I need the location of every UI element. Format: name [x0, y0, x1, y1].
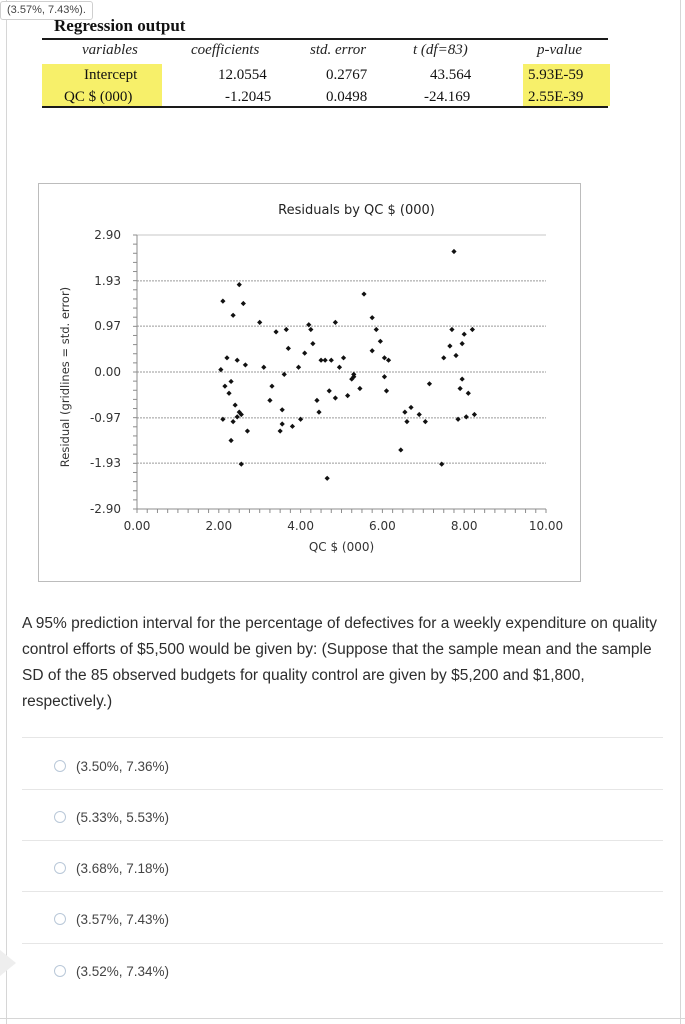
data-point — [423, 419, 428, 424]
data-point — [273, 329, 278, 334]
data-point — [228, 438, 233, 443]
y-tick-label: -2.90 — [89, 502, 121, 516]
data-point — [314, 398, 319, 403]
data-point — [286, 346, 291, 351]
chart-title: Residuals by QC $ (000) — [278, 203, 435, 218]
data-point — [235, 414, 240, 419]
data-point — [337, 365, 342, 370]
residual-plot-svg — [39, 184, 580, 581]
data-point — [226, 391, 231, 396]
option-label: (5.33%, 5.53%) — [76, 809, 170, 825]
row-intercept-coefficient: 12.0554 — [218, 67, 267, 83]
answer-option-1[interactable] — [54, 757, 169, 775]
data-point — [382, 355, 387, 360]
data-point — [460, 341, 465, 346]
answer-option-3[interactable] — [54, 859, 169, 877]
option-label: (3.50%, 7.36%) — [76, 758, 170, 774]
data-point — [370, 315, 375, 320]
data-point — [441, 355, 446, 360]
data-point — [333, 395, 338, 400]
x-tick-label: 2.00 — [205, 519, 233, 533]
data-point — [327, 388, 332, 393]
y-axis-label: Residual (gridlines = std. error) — [58, 286, 72, 468]
data-point — [231, 419, 236, 424]
x-tick-label: 4.00 — [287, 519, 314, 533]
x-tick-label: 6.00 — [369, 519, 396, 533]
data-point — [280, 421, 285, 426]
row-qc-p-value: 2.55E-39 — [528, 89, 584, 105]
data-point — [462, 332, 467, 337]
data-point — [439, 462, 444, 467]
row-qc-coefficient: -1.2045 — [225, 89, 272, 105]
option-label: (3.52%, 7.34%) — [76, 963, 170, 979]
data-point — [472, 412, 477, 417]
x-tick-label: 10.00 — [528, 519, 564, 533]
data-point — [417, 412, 422, 417]
row-qc-variable: QC $ (000) — [64, 89, 133, 105]
data-point — [231, 313, 236, 318]
row-intercept-t: 43.564 — [430, 67, 472, 83]
data-point — [361, 291, 366, 296]
row-qc-std-error: 0.0498 — [326, 89, 368, 105]
option-separator — [22, 891, 663, 892]
data-point — [329, 358, 334, 363]
y-tick-label: -0.97 — [89, 410, 121, 425]
data-point — [267, 398, 272, 403]
data-point — [278, 428, 283, 433]
header-t-statistic: t (df=83) — [413, 42, 468, 58]
data-point — [218, 367, 223, 372]
data-point — [382, 374, 387, 379]
data-point — [404, 419, 409, 424]
data-point — [470, 327, 475, 332]
left-frame-border — [0, 0, 7, 1024]
y-tick-label: 2.90 — [94, 228, 121, 242]
data-point — [466, 391, 471, 396]
option-separator — [22, 943, 663, 944]
data-point — [241, 301, 246, 306]
data-point — [453, 353, 458, 358]
y-tick-label: 0.97 — [94, 319, 121, 334]
y-tick-label: 0.00 — [94, 365, 121, 379]
data-point — [239, 462, 244, 467]
right-frame-border — [680, 0, 685, 1024]
x-tick-label: 8.00 — [450, 519, 478, 533]
data-point — [402, 410, 407, 415]
data-point — [296, 365, 301, 370]
data-point — [237, 282, 242, 287]
data-point — [302, 351, 307, 356]
radio-button[interactable] — [54, 965, 66, 977]
table-top-rule — [42, 38, 608, 40]
x-axis-label: QC $ (000) — [308, 540, 375, 554]
header-coefficients: coefficients — [191, 42, 260, 58]
answer-option-5[interactable] — [54, 962, 169, 980]
data-point — [310, 341, 315, 346]
question-text: A 95% prediction interval for the percentage of defectives for a weekly expenditure on quality control efforts of $5,500 would be given by: (Suppose that the sample mean and the sample SD of the 85 observed budgets for quality control are given by $5,200 and $1,800, respectively.) — [22, 615, 658, 710]
data-point — [224, 355, 229, 360]
y-tick-label: 1.93 — [94, 273, 121, 288]
data-point — [318, 358, 323, 363]
data-point — [284, 327, 289, 332]
radio-button[interactable] — [54, 862, 66, 874]
residual-plot — [38, 183, 581, 582]
data-point — [222, 384, 227, 389]
option-label: (3.57%, 7.43%) — [76, 911, 170, 927]
x-tick-label: 0.00 — [123, 519, 151, 533]
data-point — [316, 410, 321, 415]
data-point — [290, 424, 295, 429]
data-point — [233, 402, 238, 407]
regression-title: Regression output — [54, 16, 186, 35]
previous-answer-chip: (3.57%, 7.43%). — [0, 1, 93, 20]
bottom-frame-border — [0, 1018, 685, 1019]
data-point — [345, 393, 350, 398]
data-point — [228, 379, 233, 384]
data-point — [451, 249, 456, 254]
data-point — [325, 476, 330, 481]
header-std-error: std. error — [310, 42, 367, 58]
row-intercept-p-value: 5.93E-59 — [528, 67, 584, 83]
option-separator — [22, 840, 663, 841]
option-label: (3.68%, 7.18%) — [76, 860, 170, 876]
data-point — [333, 320, 338, 325]
radio-button[interactable] — [54, 811, 66, 823]
option-separator — [22, 737, 663, 738]
data-point — [447, 343, 452, 348]
table-bottom-rule — [42, 106, 608, 108]
data-point — [374, 327, 379, 332]
data-point — [408, 405, 413, 410]
row-intercept-std-error: 0.2767 — [326, 67, 368, 83]
data-point — [308, 327, 313, 332]
data-point — [269, 384, 274, 389]
data-point — [261, 365, 266, 370]
data-point — [384, 388, 389, 393]
side-collapse-tab[interactable] — [0, 950, 16, 976]
radio-button[interactable] — [54, 760, 66, 772]
answer-option-2[interactable] — [54, 808, 169, 826]
data-point — [464, 414, 469, 419]
data-point — [427, 381, 432, 386]
data-point — [235, 358, 240, 363]
data-point — [280, 407, 285, 412]
header-variables: variables — [82, 42, 138, 58]
data-point — [341, 355, 346, 360]
data-point — [449, 327, 454, 332]
data-point — [245, 428, 250, 433]
row-qc-t: -24.169 — [424, 89, 471, 105]
data-point — [370, 348, 375, 353]
data-point — [386, 358, 391, 363]
radio-button[interactable] — [54, 913, 66, 925]
data-point — [357, 386, 362, 391]
data-point — [378, 339, 383, 344]
data-point — [282, 372, 287, 377]
row-intercept-variable: Intercept — [84, 67, 138, 83]
data-point — [460, 376, 465, 381]
data-point — [220, 299, 225, 304]
data-point — [458, 386, 463, 391]
data-point — [398, 447, 403, 452]
option-separator — [22, 789, 663, 790]
answer-option-4[interactable] — [54, 910, 169, 928]
data-point — [243, 362, 248, 367]
data-point — [257, 320, 262, 325]
y-tick-label: -1.93 — [89, 456, 121, 471]
regression-output-table — [40, 16, 610, 116]
header-p-value: p-value — [537, 42, 582, 58]
